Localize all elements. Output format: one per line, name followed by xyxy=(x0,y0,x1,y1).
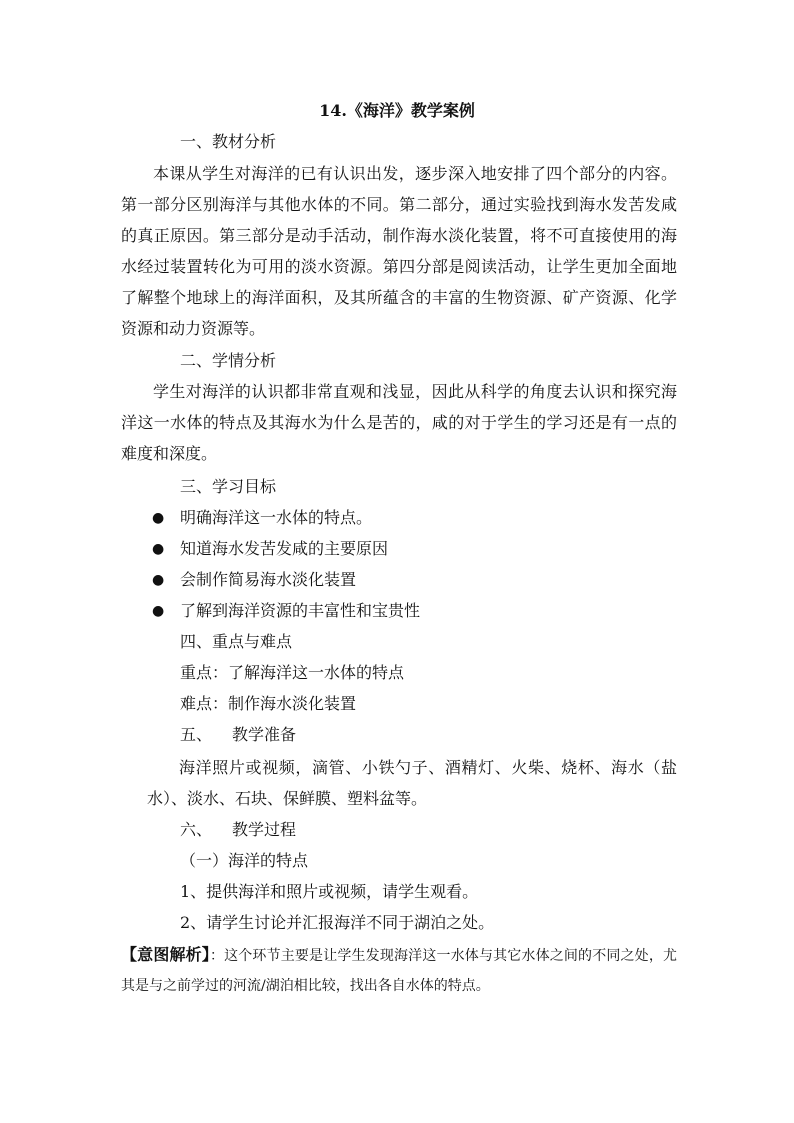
section-heading-preparation: 教学准备 xyxy=(232,725,297,744)
key-point-text: 重点：了解海洋这一水体的特点 xyxy=(180,663,405,682)
materials-list: 海洋照片或视频，滴管、小铁勺子、酒精灯、火柴、烧杯、海水（盐水）、淡水、石块、保鲜膜、塑料盆等。 xyxy=(147,758,677,808)
section-heading-student-analysis: 二、学情分析 xyxy=(180,351,277,370)
goal-item: 明确海洋这一水体的特点。 xyxy=(180,508,373,527)
process-step: 2、请学生讨论并汇报海洋不同于湖泊之处。 xyxy=(180,913,495,932)
goal-item: 知道海水发苦发咸的主要原因 xyxy=(180,539,389,558)
intent-analysis-note xyxy=(121,940,677,1001)
bullet-icon: ● xyxy=(152,603,165,619)
paragraph-textbook-analysis: 本课从学生对海洋的已有认识出发，逐步深入地安排了四个部分的内容。第一部分区别海洋与其他水体的不同。第二部分，通过实验找到海水发苦发咸的真正原因。第三部分是动手活动，制作海水淡化装置，将不可直接使用的海水经过装置转化为可用的淡水资源。第四分部是阅读活动，让学生更加全面地了解整个地球上的海洋面积，及其所蕴含的丰富的生物资源、矿产资源、化学资源和动力资源等。 xyxy=(121,164,677,338)
section-heading-textbook-analysis: 一、教材分析 xyxy=(180,132,277,151)
goal-item: 了解到海洋资源的丰富性和宝贵性 xyxy=(180,601,421,620)
bullet-icon: ● xyxy=(152,541,165,557)
paragraph-student-analysis: 学生对海洋的认识都非常直观和浅显，因此从科学的角度去认识和探究海洋这一水体的特点及其海水为什么是苦的，咸的对于学生的学习还是有一点的难度和深度。 xyxy=(121,382,677,463)
difficulty-text: 难点：制作海水淡化装置 xyxy=(180,694,357,713)
section-heading-process: 教学过程 xyxy=(232,820,297,839)
process-step: 1、提供海洋和照片或视频，请学生观看。 xyxy=(180,882,479,901)
section-heading-learning-goals: 三、学习目标 xyxy=(180,477,277,496)
section-number-process: 六、 xyxy=(180,820,213,839)
section-number-preparation: 五、 xyxy=(180,725,213,744)
sub-heading-ocean-features: （一）海洋的特点 xyxy=(180,851,309,870)
section-heading-key-points: 四、重点与难点 xyxy=(180,632,293,651)
bullet-icon: ● xyxy=(152,510,165,526)
note-text: ：这个环节主要是让学生发现海洋这一水体与其它水体之间的不同之处，尤其是与之前学过的河流/湖泊相比较，找出各自水体的特点。 xyxy=(121,948,677,994)
bullet-icon: ● xyxy=(152,572,165,588)
document-title: 14.《海洋》教学案例 xyxy=(319,101,475,120)
note-label: 【意图解析】 xyxy=(121,945,210,964)
goal-item: 会制作简易海水淡化装置 xyxy=(180,570,357,589)
